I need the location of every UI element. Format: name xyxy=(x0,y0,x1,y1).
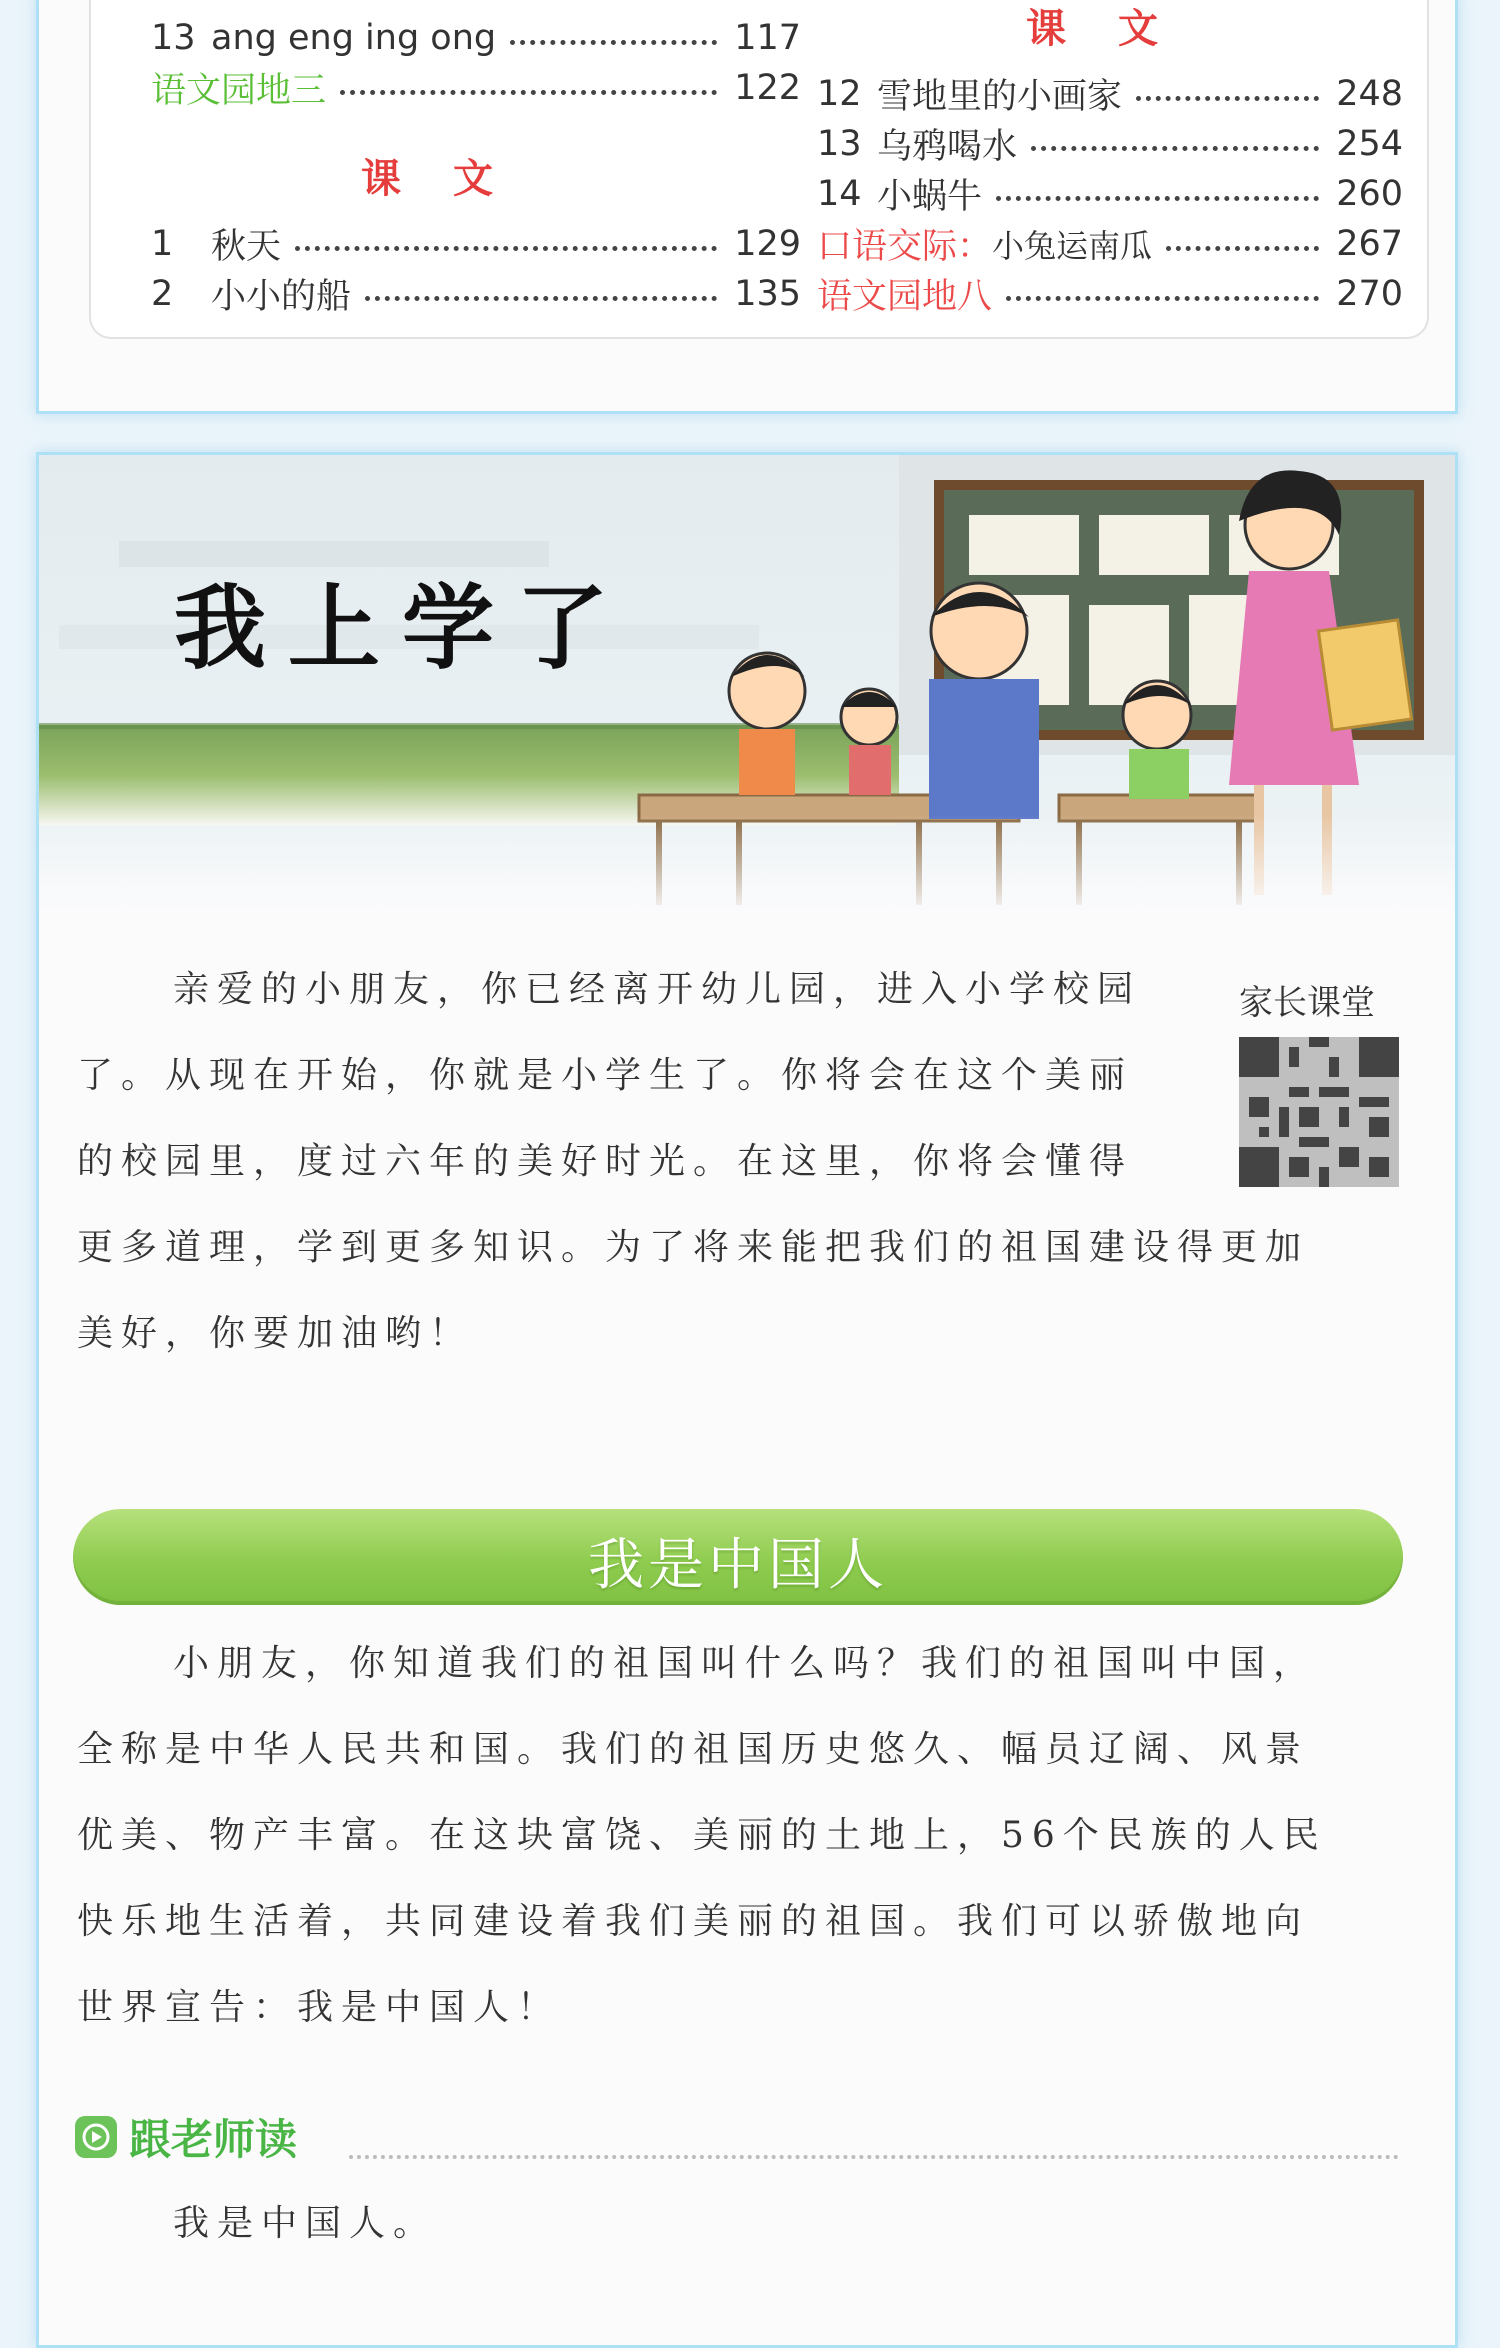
toc-number: 13 xyxy=(151,18,196,58)
toc-page: 117 xyxy=(734,18,801,58)
toc-title: 口语交际： xyxy=(817,227,993,267)
toc-page: 129 xyxy=(734,224,801,264)
toc-leader xyxy=(1031,146,1319,151)
toc-leader xyxy=(365,296,717,301)
toc-leader xyxy=(510,40,717,45)
section-paragraph xyxy=(77,1621,1327,2051)
read-along-text: 我是中国人。 xyxy=(173,2203,438,2244)
qr-code-icon[interactable] xyxy=(1239,1037,1399,1187)
text-line: 了。从现在开始，你就是小学生了。你将会在这个美丽 xyxy=(77,1055,1134,1096)
toc-row[interactable] xyxy=(817,219,1403,269)
read-along-label: 跟老师读 xyxy=(129,2115,298,2164)
toc-row[interactable] xyxy=(817,69,1403,119)
toc-leader xyxy=(340,90,717,95)
toc-row[interactable] xyxy=(151,219,801,269)
text-line: 亲爱的小朋友，你已经离开幼儿园，进入小学校园 xyxy=(173,969,1142,1010)
toc-row[interactable] xyxy=(151,63,801,113)
toc-title: 秋天 xyxy=(211,227,282,267)
toc-row[interactable] xyxy=(817,269,1403,319)
toc-leader xyxy=(1166,246,1319,251)
toc-title: 语文园地三 xyxy=(151,71,327,111)
text-line: 美好，你要加油哟！ xyxy=(77,1313,474,1354)
toc-number: 14 xyxy=(817,174,862,214)
toc-leader xyxy=(295,246,717,251)
toc-frame xyxy=(89,0,1429,339)
speaker-badge-icon xyxy=(73,2114,119,2160)
text-line: 更多道理，学到更多知识。为了将来能把我们的祖国建设得更加 xyxy=(77,1227,1310,1268)
toc-title: 雪地里的小画家 xyxy=(877,77,1123,117)
toc-panel xyxy=(36,0,1458,414)
toc-title: 小蜗牛 xyxy=(877,177,983,217)
toc-title: 小小的船 xyxy=(211,277,352,317)
toc-page: 135 xyxy=(734,274,801,314)
text-line: 优美、物产丰富。在这块富饶、美丽的土地上，56个民族的人民 xyxy=(77,1815,1327,1856)
toc-page: 122 xyxy=(734,68,801,108)
toc-number: 13 xyxy=(817,124,862,164)
text-line: 小朋友，你知道我们的祖国叫什么吗？我们的祖国叫中国， xyxy=(173,1643,1318,1684)
toc-title: ang eng ing ong xyxy=(211,18,497,58)
lesson-panel xyxy=(36,452,1458,2348)
lesson-title: 我上学了 xyxy=(174,575,631,682)
toc-leader xyxy=(1136,96,1319,101)
text-line: 的校园里，度过六年的美好时光。在这里，你将会懂得 xyxy=(77,1141,1134,1182)
dotted-divider xyxy=(349,2155,1399,2159)
toc-title: 乌鸦喝水 xyxy=(877,127,1018,167)
toc-page: 248 xyxy=(1336,74,1403,114)
read-along-heading[interactable] xyxy=(73,2107,297,2167)
toc-number: 2 xyxy=(151,274,174,314)
text-line: 世界宣告：我是中国人！ xyxy=(77,1987,562,2028)
toc-title: 语文园地八 xyxy=(817,277,993,317)
classroom-illustration xyxy=(39,455,1455,915)
intro-paragraph xyxy=(77,947,1309,1377)
parent-class-label: 家长课堂 xyxy=(1239,983,1375,1023)
toc-leader xyxy=(996,196,1319,201)
section-title: 我是中国人 xyxy=(588,1533,888,1598)
toc-section-heading: 课文 xyxy=(1026,5,1210,52)
text-line: 快乐地生活着，共同建设着我们美丽的祖国。我们可以骄傲地向 xyxy=(77,1901,1310,1942)
toc-row[interactable] xyxy=(817,169,1403,219)
toc-title-extra: 小兔运南瓜 xyxy=(992,227,1153,265)
toc-row[interactable] xyxy=(151,13,801,63)
toc-row[interactable] xyxy=(817,119,1403,169)
toc-section-heading: 课文 xyxy=(361,155,545,202)
toc-page: 270 xyxy=(1336,274,1403,314)
toc-page: 260 xyxy=(1336,174,1403,214)
toc-page: 267 xyxy=(1336,224,1403,264)
text-line: 全称是中华人民共和国。我们的祖国历史悠久、幅员辽阔、风景 xyxy=(77,1729,1310,1770)
toc-row[interactable] xyxy=(151,269,801,319)
toc-leader xyxy=(1006,296,1319,301)
toc-page: 254 xyxy=(1336,124,1403,164)
toc-number: 12 xyxy=(817,74,862,114)
toc-number: 1 xyxy=(151,224,174,264)
section-banner xyxy=(73,1509,1403,1605)
